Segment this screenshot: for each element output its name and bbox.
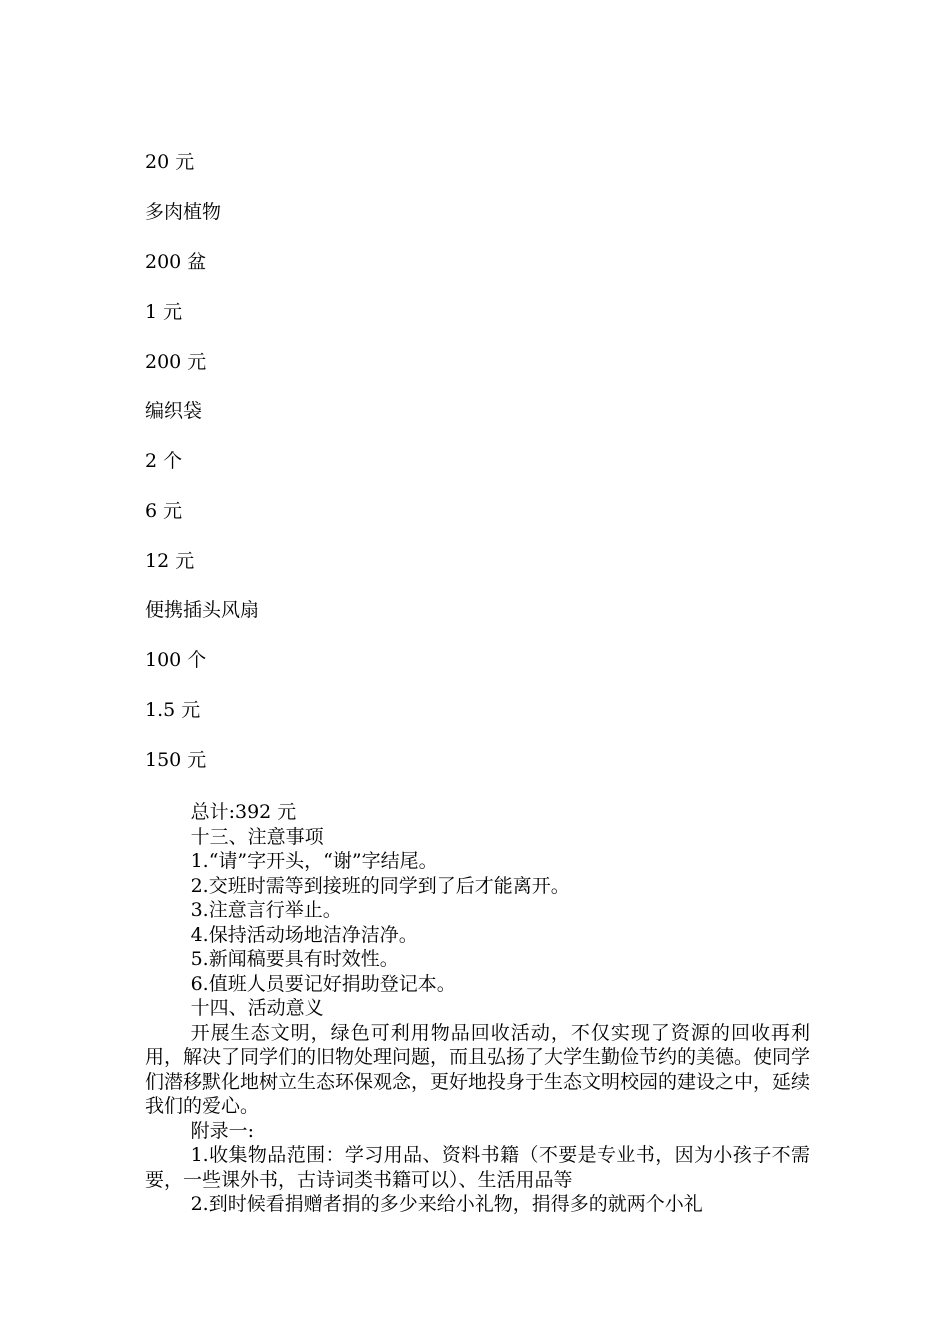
table-cell-text: 1 元 [145, 301, 183, 323]
table-cell-text: 200 元 [145, 351, 207, 373]
paragraph: 开展生态文明，绿色可利用物品回收活动，不仅实现了资源的回收再利用，解决了同学们的旧物处理问题，而且弘扬了大学生勤俭节约的美德。使同学们潜移默化地树立生态环保观念，更好地投身于生态文明校园的建设之中，延续我们的爱心。 [145, 1021, 811, 1117]
list-item: 4.保持活动场地洁净洁净。 [190, 923, 418, 946]
body-text [145, 800, 810, 1217]
list-item: 1.收集物品范围：学习用品、资料书籍（不要是专业书，因为小孩子不需要，一些课外书，古诗词类书籍可以）、生活用品等 [145, 1144, 810, 1191]
table-cell-text: 便携插头风扇 [145, 599, 260, 621]
list-item: 5.新闻稿要具有时效性。 [190, 948, 399, 970]
list-item: 2.到时候看捐赠者捐的多少来给小礼物，捐得多的就两个小礼 [190, 1193, 703, 1215]
table-cell-text: 200 盆 [145, 251, 207, 273]
list-item: 6.值班人员要记好捐助登记本。 [190, 972, 456, 995]
section-heading: 十三、注意事项 [190, 825, 324, 848]
table-cell-text: 6 元 [145, 500, 183, 522]
table-cell-text: 编织袋 [145, 400, 203, 422]
list-item: 1.“请”字开头，“谢”字结尾。 [190, 850, 438, 872]
table-cell-text: 20 元 [145, 151, 195, 173]
table-cell-text: 1.5 元 [145, 699, 201, 721]
total-line: 总计:392 元 [190, 801, 297, 823]
table-cell-text: 150 元 [145, 749, 207, 771]
table-cell-text: 2 个 [145, 450, 183, 472]
appendix-heading: 附录一: [190, 1119, 254, 1142]
table-cell-text: 12 元 [145, 550, 195, 572]
list-item: 3.注意言行举止。 [190, 899, 342, 921]
table-cell-text: 多肉植物 [145, 201, 222, 223]
list-item: 2.交班时需等到接班的同学到了后才能离开。 [190, 874, 570, 897]
table-cell-text: 100 个 [145, 649, 207, 671]
section-heading: 十四、活动意义 [190, 997, 324, 1019]
